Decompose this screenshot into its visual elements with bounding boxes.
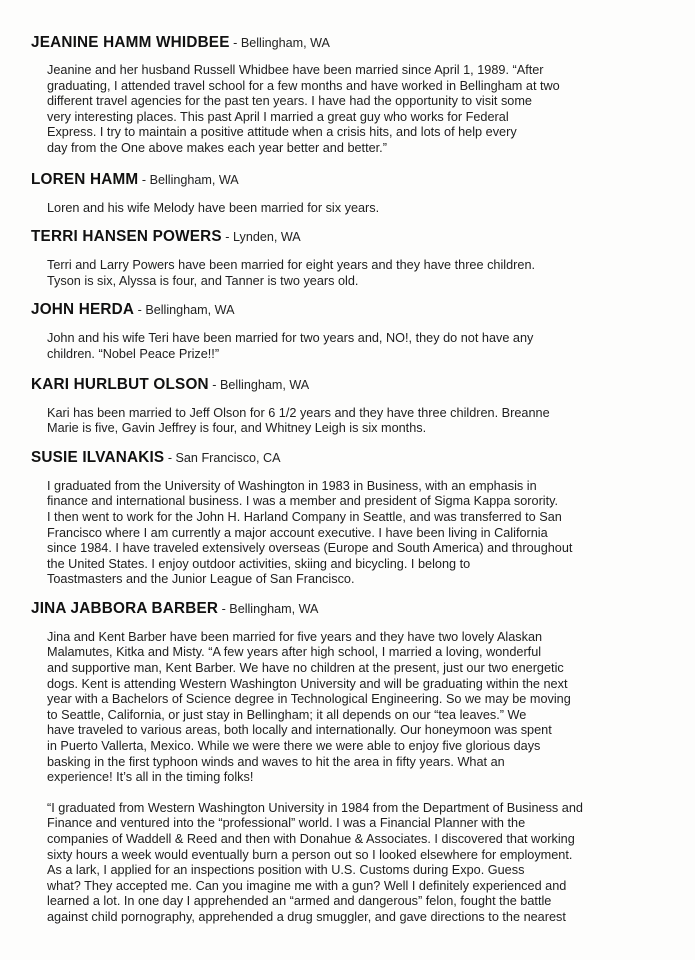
entry-jeanine-hamm-whidbee: [31, 34, 655, 157]
entry-heading: [31, 449, 655, 467]
entry-heading: [31, 301, 655, 319]
person-location-separator: -: [208, 377, 221, 392]
person-location: Bellingham, WA: [220, 377, 310, 392]
entry-kari-hurlbut-olson: [31, 376, 655, 437]
entry-paragraph: Jeanine and her husband Russell Whidbee have been married since April 1, 1989. “After graduating, I attended travel school for a few months and have worked in Bellingham at two different travel agencies for the past ten years. I have had the opportunity to visit some very interesting places. This past April I married a great guy who works for Federal Express. I try to maintain a positive attitude when a crisis hits, and lots of help every day from the One above makes each year better and better.”: [47, 63, 560, 155]
entry-susie-ilvanakis: [31, 449, 655, 588]
person-name: TERRI HANSEN POWERS: [31, 228, 222, 246]
person-location-separator: -: [134, 303, 146, 318]
entry-heading: [31, 228, 655, 246]
person-location-separator: -: [218, 601, 230, 616]
person-location: Bellingham, WA: [229, 601, 319, 616]
entry-paragraph: John and his wife Teri have been married for two years and, NO!, they do not have any children. “Nobel Peace Prize!!”: [47, 331, 534, 361]
entry-heading: [31, 600, 655, 618]
entry-paragraph: Loren and his wife Melody have been married for six years.: [47, 200, 380, 215]
entry-paragraph: Jina and Kent Barber have been married for five years and they have two lovely Alaskan Malamutes, Kitka and Misty. “A few years after high school, I married a loving, wonderful and supportive man, Kent Barber. We have no children at the present, just our two energetic dogs. Kent is attending Western Washington University and will be graduating within the next year with a Bachelors of Science degree in Technological Engineering. So we may be moving to Seattle, California, or just stay in Bellingham; it all depends on our “tea leaves.” We have traveled to various areas, both locally and internationally. Our honeymoon was spent in Puerto Vallerta, Mexico. While we were there we were able to enjoy five glorious days basking in the first typhoon winds and waves to hit the area in fifty years. What an experience! It’s all in the timing folks!: [47, 629, 571, 785]
entry-terri-hansen-powers: [31, 228, 655, 289]
entry-heading: [31, 34, 655, 52]
person-location-separator: -: [164, 450, 176, 465]
entry-paragraph: Terri and Larry Powers have been married for eight years and they have three children. Tyson is six, Alyssa is four, and Tanner is two years old.: [47, 258, 536, 288]
entry-paragraph: I graduated from the University of Washington in 1983 in Business, with an emphasis in finance and international business. I was a member and president of Sigma Kappa sorority. I then went to work for the John H. Harland Company in Seattle, and was transferred to San Francisco where I am currently a major account executive. I have been living in California since 1984. I have traveled extensively overseas (Europe and South America) and throughout the United States. I enjoy outdoor activities, skiing and bicycling. I belong to Toastmasters and the Junior League of San Francisco.: [47, 478, 573, 587]
person-location: Bellingham, WA: [145, 303, 235, 318]
person-name: SUSIE ILVANAKIS: [31, 448, 165, 466]
person-name: LOREN HAMM: [31, 170, 139, 188]
entry-paragraph: Kari has been married to Jeff Olson for 6 1/2 years and they have three children. Breanne Marie is five, Gavin Jeffrey is four, and Whitney Leigh is six months.: [47, 405, 550, 436]
person-location: Bellingham, WA: [149, 172, 239, 187]
person-location: San Francisco, CA: [175, 450, 281, 465]
person-location-separator: -: [138, 172, 150, 187]
person-location-separator: -: [221, 230, 233, 245]
person-location-separator: -: [229, 36, 241, 50]
person-location: Lynden, WA: [232, 230, 301, 245]
entry-paragraph: “I graduated from Western Washington University in 1984 from the Department of Business and Finance and ventured into the “professional” world. I was a Financial Planner with the companies of Waddell & Reed and then with Donahue & Associates. I discovered that working sixty hours a week would eventually burn a person out so I looked elsewhere for employment. As a lark, I applied for an inspections position with U.S. Customs during Expo. Guess what? They accepted me. Can you imagine me with a gun? Well I definitely experienced and learned a lot. In one day I apprehended an “armed and dangerous” felon, fought the battle against child pornography, apprehended a drug smuggler, and gave directions to the nearest: [47, 800, 583, 924]
entry-loren-hamm: [31, 171, 655, 217]
person-name: JINA JABBORA BARBER: [31, 599, 219, 617]
entry-john-herda: [31, 301, 655, 362]
entry-jina-jabbora-barber: [31, 600, 655, 926]
entry-heading: [31, 376, 655, 394]
entry-heading: [31, 171, 655, 189]
person-location: Bellingham, WA: [240, 36, 330, 50]
person-name: JOHN HERDA: [31, 301, 135, 319]
person-name: JEANINE HAMM WHIDBEE: [31, 34, 230, 51]
person-name: KARI HURLBUT OLSON: [31, 375, 209, 393]
